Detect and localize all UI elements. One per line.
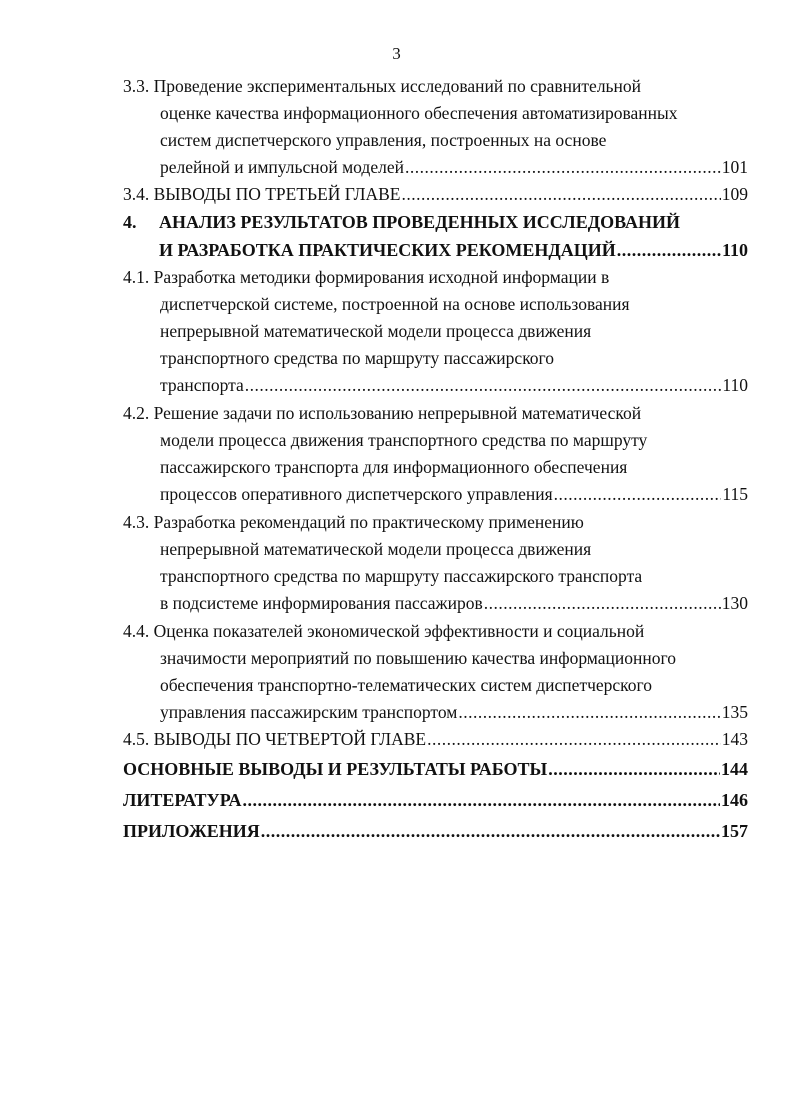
toc-entry-3-3-page: 101 bbox=[721, 157, 748, 177]
toc-entry-4-5-title: 4.5. ВЫВОДЫ ПО ЧЕТВЕРТОЙ ГЛАВЕ bbox=[123, 729, 427, 749]
toc-entry-3-3-line-1: 3.3. Проведение экспериментальных исследований по сравнительной bbox=[123, 76, 642, 96]
toc-entry-conclusions-title: ОСНОВНЫЕ ВЫВОДЫ И РЕЗУЛЬТАТЫ РАБОТЫ bbox=[123, 759, 548, 779]
toc-entry-4-2-line-2: модели процесса движения транспортного средства по маршруту bbox=[160, 430, 648, 450]
toc-entry-3-3-last-line[interactable] bbox=[160, 155, 748, 181]
toc-entry-3-3-line-2: оценке качества информационного обеспечения автоматизированных bbox=[160, 103, 678, 123]
toc-entry-4-4-line-3: обеспечения транспортно-телематических систем диспетчерского bbox=[160, 675, 653, 695]
toc-entry-literature-title: ЛИТЕРАТУРА bbox=[123, 790, 242, 810]
dot-leader bbox=[245, 373, 722, 397]
chapter-4-title-line-2: И РАЗРАБОТКА ПРАКТИЧЕСКИХ РЕКОМЕНДАЦИЙ bbox=[159, 240, 616, 260]
toc-entry-4-1-line-2: диспетчерской системе, построенной на основе использования bbox=[160, 294, 630, 314]
toc-entry-4-1-last-line[interactable] bbox=[160, 373, 748, 399]
toc-entry-4-3-line-4: в подсистеме информирования пассажиров bbox=[160, 593, 483, 613]
chapter-4-page: 110 bbox=[721, 240, 748, 260]
toc-entry-4-4-line-1: 4.4. Оценка показателей экономической эффективности и социальной bbox=[123, 621, 645, 641]
toc-entry-4-5-page: 143 bbox=[721, 729, 748, 749]
toc-entry-4-1-page: 110 bbox=[722, 375, 748, 395]
dot-leader bbox=[261, 819, 720, 843]
dot-leader bbox=[401, 182, 720, 206]
toc-entry-4-4-last-line[interactable] bbox=[160, 700, 748, 726]
toc-entry-3-4[interactable] bbox=[123, 182, 748, 208]
dot-leader bbox=[617, 238, 721, 262]
toc-entry-conclusions-page: 144 bbox=[721, 759, 748, 779]
toc-entry-4-4-line-2: значимости мероприятий по повышению качества информационного bbox=[160, 648, 676, 668]
toc-entry-4-1-line-3: непрерывной математической модели процесса движения bbox=[160, 321, 592, 341]
toc-entry-appendices-page: 157 bbox=[721, 821, 748, 841]
toc-entry-4-1-line-1: 4.1. Разработка методики формирования исходной информации в bbox=[123, 267, 610, 287]
toc-entry-appendices-title: ПРИЛОЖЕНИЯ bbox=[123, 821, 260, 841]
toc-entry-conclusions[interactable] bbox=[123, 757, 748, 783]
toc-entry-4-3-line-1: 4.3. Разработка рекомендаций по практическому применению bbox=[123, 512, 584, 532]
toc-entry-4-1-line-5: транспорта bbox=[160, 375, 244, 395]
toc-entry-appendices[interactable] bbox=[123, 819, 748, 845]
dot-leader bbox=[548, 757, 720, 781]
toc-entry-4-2-line-3: пассажирского транспорта для информационного обеспечения bbox=[160, 457, 628, 477]
toc-entry-4-4-page: 135 bbox=[721, 702, 748, 722]
toc-entry-literature-page: 146 bbox=[721, 790, 748, 810]
toc-entry-4-1-line-4: транспортного средства по маршруту пассажирского bbox=[160, 348, 555, 368]
toc-entry-4-2-line-1: 4.2. Решение задачи по использованию непрерывной математической bbox=[123, 403, 642, 423]
dot-leader bbox=[242, 788, 720, 812]
toc-entry-4-2-line-4: процессов оперативного диспетчерского управления bbox=[160, 484, 553, 504]
dot-leader bbox=[427, 727, 721, 751]
toc-entry-3-4-title: 3.4. ВЫВОДЫ ПО ТРЕТЬЕЙ ГЛАВЕ bbox=[123, 184, 401, 204]
page-number: 3 bbox=[392, 44, 401, 63]
dot-leader bbox=[405, 155, 721, 179]
toc-entry-4-4-line-4: управления пассажирским транспортом bbox=[160, 702, 458, 722]
toc-entry-4-2-page: 115 bbox=[722, 484, 748, 504]
chapter-4-heading-line-1[interactable] bbox=[123, 210, 680, 236]
chapter-4-number: 4. bbox=[123, 212, 137, 232]
toc-entry-3-3-line-3: систем диспетчерского управления, построенных на основе bbox=[160, 130, 607, 150]
dot-leader bbox=[484, 591, 721, 615]
toc-entry-4-3-line-3: транспортного средства по маршруту пассажирского транспорта bbox=[160, 566, 643, 586]
toc-entry-4-3-line-2: непрерывной математической модели процесса движения bbox=[160, 539, 592, 559]
dot-leader bbox=[458, 700, 720, 724]
toc-entry-4-2-last-line[interactable] bbox=[160, 482, 748, 508]
chapter-4-heading-line-2[interactable] bbox=[159, 238, 748, 264]
chapter-4-title-line-1: АНАЛИЗ РЕЗУЛЬТАТОВ ПРОВЕДЕННЫХ ИССЛЕДОВАНИЙ bbox=[159, 212, 680, 232]
toc-entry-4-3-page: 130 bbox=[721, 593, 748, 613]
toc-entry-3-3-line-4: релейной и импульсной моделей bbox=[160, 157, 404, 177]
toc-entry-3-4-page: 109 bbox=[721, 184, 748, 204]
toc-entry-4-5[interactable] bbox=[123, 727, 748, 753]
dot-leader bbox=[554, 482, 722, 506]
toc-entry-4-3-last-line[interactable] bbox=[160, 591, 748, 617]
toc-entry-literature[interactable] bbox=[123, 788, 748, 814]
